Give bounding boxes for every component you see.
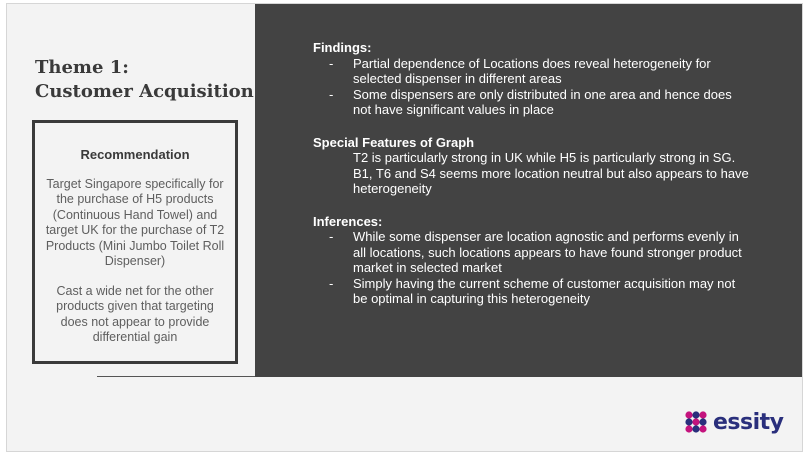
special-features-text: T2 is particularly strong in UK while H5 is particularly strong in SG. B1, T6 and S4 seems more location neutral but also appears to have heterogeneity bbox=[353, 150, 749, 196]
inferences-heading: Inferences: bbox=[313, 213, 383, 229]
special-features-heading: Special Features of Graph bbox=[313, 134, 475, 150]
inferences-item: - Simply having the current scheme of customer acquisition may not be optimal in capturing this heterogeneity bbox=[329, 275, 736, 306]
essity-logo bbox=[683, 409, 784, 435]
findings-item: - Partial dependence of Locations does reveal heterogeneity for selected dispenser in different areas bbox=[329, 55, 711, 86]
essity-logo-text: essity bbox=[713, 409, 784, 435]
slide bbox=[6, 3, 803, 452]
findings-item: - Some dispensers are only distributed in one area and hence does not have significant values in place bbox=[329, 86, 732, 117]
recommendation-box bbox=[32, 120, 238, 364]
findings-heading: Findings: bbox=[313, 40, 372, 55]
theme-title-line1: Theme 1: bbox=[35, 57, 129, 78]
inferences-item: - While some dispenser are location agnostic and performs evenly in all locations, such locations appears to have found stronger product market in selected market bbox=[329, 229, 742, 275]
analysis-content bbox=[313, 40, 753, 324]
divider-line bbox=[97, 376, 255, 377]
theme-title-line2: Customer Acquisition bbox=[35, 81, 254, 102]
special-features-section bbox=[313, 135, 753, 197]
recommendation-title: Recommendation bbox=[80, 147, 190, 162]
theme-title bbox=[35, 56, 254, 104]
recommendation-paragraph-2: Cast a wide net for the other products given that targeting does not appear to provide differential gain bbox=[56, 283, 214, 344]
findings-section bbox=[313, 40, 753, 118]
recommendation-paragraph-1: Target Singapore specifically for the purchase of H5 products (Continuous Hand Towel) and target UK for the purchase of T2 Products (Mini Jumbo Toilet Roll Dispenser) bbox=[45, 176, 225, 268]
essity-logo-icon bbox=[683, 409, 709, 435]
inferences-section bbox=[313, 214, 753, 307]
